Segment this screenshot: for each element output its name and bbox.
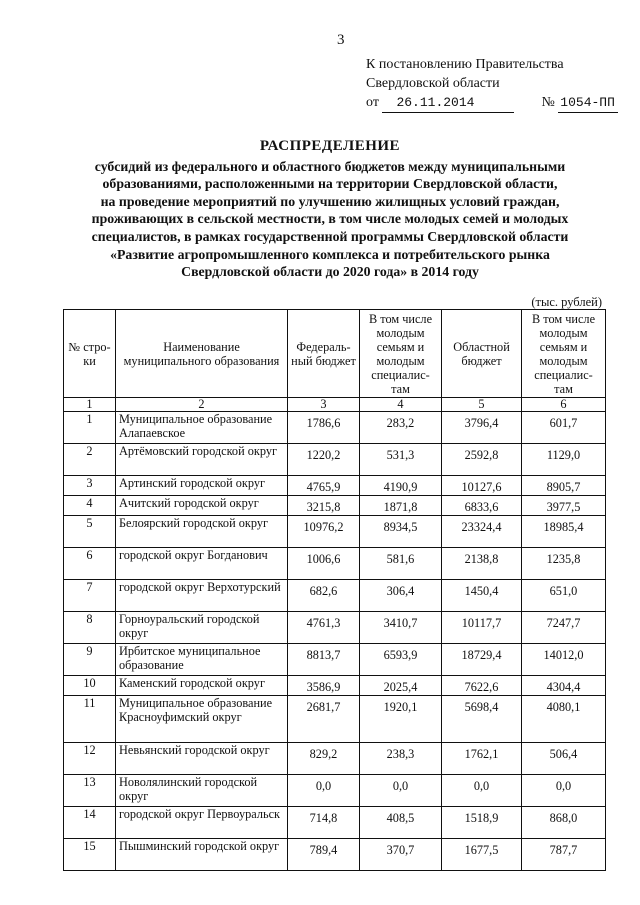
regional-young-value-text: 651,0 xyxy=(549,584,578,598)
regional-young-value xyxy=(522,743,606,775)
regional-budget-value-text: 2592,8 xyxy=(464,448,499,462)
row-number: 12 xyxy=(64,743,116,775)
column-number: 6 xyxy=(522,398,606,412)
federal-young-value-text: 1920,1 xyxy=(383,700,418,714)
regional-budget-value xyxy=(442,476,522,496)
regional-budget-value xyxy=(442,548,522,580)
regional-budget-value xyxy=(442,676,522,696)
column-number: 3 xyxy=(288,398,360,412)
municipality-name: Ирбитское муниципальное образование xyxy=(116,644,288,676)
table-row xyxy=(64,548,606,580)
federal-young-value-text: 408,5 xyxy=(386,811,415,825)
federal-budget-value xyxy=(288,696,360,743)
federal-young-value xyxy=(360,444,442,476)
approval-line-1: К постановлению Правительства xyxy=(366,57,564,72)
regional-young-value xyxy=(522,775,606,807)
regional-budget-value-text: 5698,4 xyxy=(464,700,499,714)
regional-young-value-text: 1235,8 xyxy=(546,552,581,566)
federal-budget-value xyxy=(288,676,360,696)
regional-budget-value-text: 1677,5 xyxy=(464,843,499,857)
regional-young-value xyxy=(522,444,606,476)
federal-young-value-text: 283,2 xyxy=(386,416,415,430)
table-row xyxy=(64,775,606,807)
municipality-name: Муниципальное образование Красноуфимский округ xyxy=(116,696,288,743)
federal-young-value xyxy=(360,476,442,496)
column-number: 5 xyxy=(442,398,522,412)
municipality-name: Новолялинский городской округ xyxy=(116,775,288,807)
regional-young-value xyxy=(522,696,606,743)
federal-young-value xyxy=(360,696,442,743)
table-header-row xyxy=(64,310,606,398)
column-number: 4 xyxy=(360,398,442,412)
federal-budget-value-text: 0,0 xyxy=(315,779,332,793)
federal-young-value xyxy=(360,496,442,516)
row-number: 9 xyxy=(64,644,116,676)
regional-budget-value-text: 18729,4 xyxy=(461,648,502,662)
federal-budget-value xyxy=(288,807,360,839)
regional-young-value-text: 1129,0 xyxy=(546,448,581,462)
regional-young-value xyxy=(522,476,606,496)
regional-young-value xyxy=(522,516,606,548)
regional-budget-value-text: 0,0 xyxy=(473,779,490,793)
municipality-name: Пышминский городской округ xyxy=(116,839,288,871)
approval-date-prefix: от xyxy=(366,95,379,110)
header-federal-budget: Федераль- ный бюджет xyxy=(288,310,360,398)
federal-budget-value-text: 3586,9 xyxy=(306,680,341,694)
column-numbers-row xyxy=(64,398,606,412)
federal-young-value xyxy=(360,775,442,807)
federal-budget-value xyxy=(288,839,360,871)
title-line: на проведение мероприятий по улучшению жилищных условий граждан, xyxy=(100,193,560,209)
regional-budget-value xyxy=(442,775,522,807)
municipality-name: городской округ Богданович xyxy=(116,548,288,580)
regional-budget-value-text: 3796,4 xyxy=(464,416,499,430)
federal-young-value xyxy=(360,612,442,644)
federal-budget-value xyxy=(288,743,360,775)
federal-budget-value-text: 4765,9 xyxy=(306,480,341,494)
document-title xyxy=(60,138,600,281)
federal-budget-value xyxy=(288,444,360,476)
column-number: 1 xyxy=(64,398,116,412)
approval-stamp xyxy=(366,55,618,113)
regional-budget-value-text: 2138,8 xyxy=(464,552,499,566)
regional-budget-value-text: 23324,4 xyxy=(461,520,502,534)
federal-young-value xyxy=(360,412,442,444)
federal-young-value-text: 370,7 xyxy=(386,843,415,857)
federal-young-value-text: 3410,7 xyxy=(383,616,418,630)
title-line: Свердловской области до 2020 года» в 2014 году xyxy=(181,264,479,280)
regional-young-value-text: 0,0 xyxy=(555,779,572,793)
regional-budget-value xyxy=(442,696,522,743)
header-row-number: № стро- ки xyxy=(64,310,116,398)
federal-young-value-text: 1871,8 xyxy=(383,500,418,514)
regional-young-value xyxy=(522,496,606,516)
title-line: проживающих в сельской местности, в том числе молодых семей и молодых xyxy=(91,211,569,227)
municipality-name: Муниципальное образование Алапаевское xyxy=(116,412,288,444)
federal-budget-value-text: 10976,2 xyxy=(303,520,344,534)
table-row xyxy=(64,412,606,444)
federal-budget-value-text: 4761,3 xyxy=(306,616,341,630)
title-line: субсидий из федерального и областного бюджетов между муниципальными xyxy=(94,158,566,174)
row-number: 1 xyxy=(64,412,116,444)
regional-budget-value-text: 10117,7 xyxy=(461,616,502,630)
regional-budget-value-text: 1450,4 xyxy=(464,584,499,598)
header-municipality: Наименование муниципального образования xyxy=(116,310,288,398)
regional-budget-value xyxy=(442,444,522,476)
municipality-name: Невьянский городской округ xyxy=(116,743,288,775)
regional-budget-value-text: 7622,6 xyxy=(464,680,499,694)
regional-budget-value xyxy=(442,580,522,612)
municipality-name: Артинский городской округ xyxy=(116,476,288,496)
federal-budget-value-text: 1006,6 xyxy=(306,552,341,566)
regional-young-value xyxy=(522,676,606,696)
regional-young-value-text: 8905,7 xyxy=(546,480,581,494)
federal-budget-value-text: 789,4 xyxy=(309,843,338,857)
regional-budget-value xyxy=(442,644,522,676)
header-federal-young: В том числе молодым семьям и молодым специалис- там xyxy=(360,310,442,398)
federal-budget-value xyxy=(288,775,360,807)
federal-budget-value xyxy=(288,412,360,444)
regional-young-value xyxy=(522,839,606,871)
distribution-table xyxy=(63,309,606,871)
table-row xyxy=(64,476,606,496)
table-row xyxy=(64,743,606,775)
regional-young-value-text: 787,7 xyxy=(549,843,578,857)
federal-young-value xyxy=(360,676,442,696)
row-number: 14 xyxy=(64,807,116,839)
federal-young-value-text: 581,6 xyxy=(386,552,415,566)
table-row xyxy=(64,807,606,839)
title-line: специалистов, в рамках государственной программы Свердловской области xyxy=(91,228,569,244)
regional-budget-value xyxy=(442,839,522,871)
federal-young-value-text: 531,3 xyxy=(386,448,415,462)
regional-young-value xyxy=(522,412,606,444)
federal-young-value xyxy=(360,644,442,676)
federal-young-value xyxy=(360,807,442,839)
federal-budget-value xyxy=(288,476,360,496)
municipality-name: Артёмовский городской округ xyxy=(116,444,288,476)
header-regional-young: В том числе молодым семьям и молодым специалис- там xyxy=(522,310,606,398)
federal-young-value xyxy=(360,743,442,775)
table-row xyxy=(64,516,606,548)
approval-number-prefix: № xyxy=(541,95,555,110)
federal-young-value-text: 306,4 xyxy=(386,584,415,598)
table-row xyxy=(64,839,606,871)
federal-young-value-text: 0,0 xyxy=(392,779,409,793)
regional-young-value xyxy=(522,807,606,839)
regional-budget-value xyxy=(442,496,522,516)
federal-budget-value-text: 1786,6 xyxy=(306,416,341,430)
row-number: 8 xyxy=(64,612,116,644)
approval-date: 26.11.2014 xyxy=(382,93,514,113)
regional-young-value-text: 7247,7 xyxy=(546,616,581,630)
federal-budget-value-text: 682,6 xyxy=(309,584,338,598)
unit-label: (тыс. рублей) xyxy=(531,295,602,309)
federal-budget-value xyxy=(288,496,360,516)
federal-budget-value xyxy=(288,548,360,580)
regional-young-value-text: 18985,4 xyxy=(543,520,584,534)
federal-budget-value xyxy=(288,612,360,644)
approval-number: 1054-ПП xyxy=(558,93,618,113)
federal-budget-value-text: 714,8 xyxy=(309,811,338,825)
regional-young-value-text: 506,4 xyxy=(549,747,578,761)
municipality-name: Каменский городской округ xyxy=(116,676,288,696)
municipality-name: Белоярский городской округ xyxy=(116,516,288,548)
row-number: 2 xyxy=(64,444,116,476)
regional-young-value-text: 14012,0 xyxy=(543,648,584,662)
regional-young-value-text: 868,0 xyxy=(549,811,578,825)
title-line: образованиями, расположенными на территории Свердловской области, xyxy=(102,176,558,192)
federal-budget-value-text: 8813,7 xyxy=(306,648,341,662)
page-number: 3 xyxy=(337,32,345,48)
row-number: 5 xyxy=(64,516,116,548)
table-row xyxy=(64,644,606,676)
row-number: 4 xyxy=(64,496,116,516)
municipality-name: городской округ Верхотурский xyxy=(116,580,288,612)
federal-young-value xyxy=(360,516,442,548)
regional-budget-value xyxy=(442,743,522,775)
regional-budget-value xyxy=(442,516,522,548)
regional-young-value xyxy=(522,548,606,580)
regional-young-value xyxy=(522,644,606,676)
federal-young-value xyxy=(360,580,442,612)
federal-budget-value xyxy=(288,644,360,676)
municipality-name: городской округ Первоуральск xyxy=(116,807,288,839)
federal-young-value xyxy=(360,839,442,871)
regional-young-value-text: 4080,1 xyxy=(546,700,581,714)
regional-young-value-text: 3977,5 xyxy=(546,500,581,514)
title-head: РАСПРЕДЕЛЕНИЕ xyxy=(259,138,401,154)
table-row xyxy=(64,612,606,644)
regional-budget-value-text: 1762,1 xyxy=(464,747,499,761)
regional-young-value-text: 4304,4 xyxy=(546,680,581,694)
regional-young-value xyxy=(522,580,606,612)
federal-budget-value-text: 829,2 xyxy=(309,747,338,761)
federal-young-value-text: 4190,9 xyxy=(383,480,418,494)
regional-budget-value-text: 6833,6 xyxy=(464,500,499,514)
row-number: 15 xyxy=(64,839,116,871)
title-line: «Развитие агропромышленного комплекса и потребительского рынка xyxy=(110,246,550,262)
municipality-name: Ачитский городской округ xyxy=(116,496,288,516)
approval-date-line xyxy=(366,93,618,113)
regional-budget-value-text: 1518,9 xyxy=(464,811,499,825)
regional-budget-value xyxy=(442,612,522,644)
federal-young-value xyxy=(360,548,442,580)
federal-budget-value xyxy=(288,580,360,612)
federal-budget-value-text: 2681,7 xyxy=(306,700,341,714)
row-number: 6 xyxy=(64,548,116,580)
regional-budget-value xyxy=(442,412,522,444)
table-row xyxy=(64,696,606,743)
row-number: 13 xyxy=(64,775,116,807)
federal-young-value-text: 6593,9 xyxy=(383,648,418,662)
header-regional-budget: Областной бюджет xyxy=(442,310,522,398)
regional-budget-value-text: 10127,6 xyxy=(461,480,502,494)
regional-budget-value xyxy=(442,807,522,839)
table-row xyxy=(64,496,606,516)
table-row xyxy=(64,444,606,476)
federal-young-value-text: 2025,4 xyxy=(383,680,418,694)
regional-young-value-text: 601,7 xyxy=(549,416,578,430)
column-number: 2 xyxy=(116,398,288,412)
federal-young-value-text: 8934,5 xyxy=(383,520,418,534)
federal-budget-value-text: 1220,2 xyxy=(306,448,341,462)
municipality-name: Горноуральский городской округ xyxy=(116,612,288,644)
regional-young-value xyxy=(522,612,606,644)
table-row xyxy=(64,580,606,612)
federal-budget-value xyxy=(288,516,360,548)
table-row xyxy=(64,676,606,696)
row-number: 10 xyxy=(64,676,116,696)
row-number: 3 xyxy=(64,476,116,496)
row-number: 7 xyxy=(64,580,116,612)
row-number: 11 xyxy=(64,696,116,743)
approval-line-2: Свердловской области xyxy=(366,76,500,91)
federal-young-value-text: 238,3 xyxy=(386,747,415,761)
federal-budget-value-text: 3215,8 xyxy=(306,500,341,514)
